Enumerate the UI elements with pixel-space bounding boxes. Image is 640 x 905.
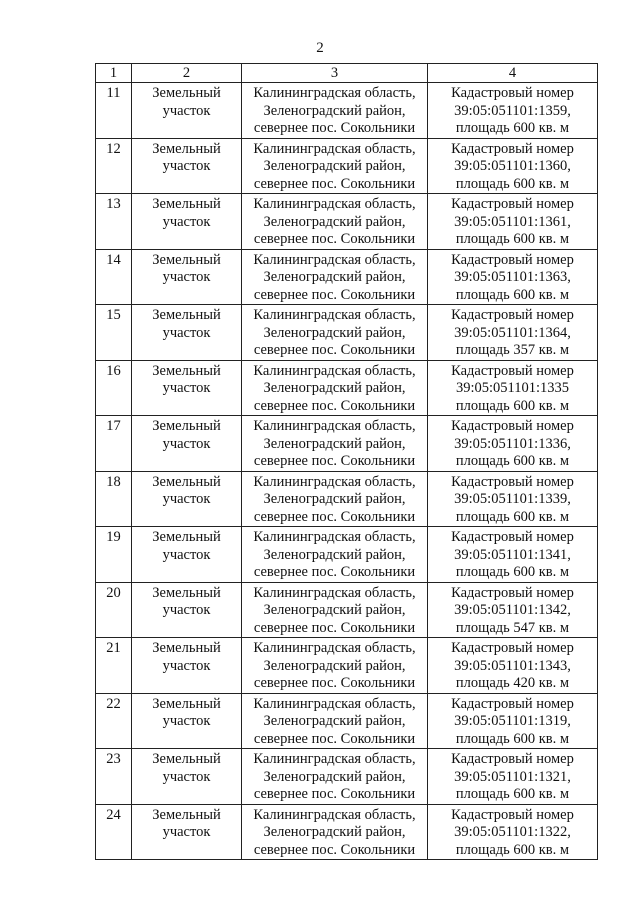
object-type-cell <box>132 360 242 416</box>
address-line: Зеленоградский район, <box>263 102 406 119</box>
address-line: Калининградская область, <box>253 140 416 157</box>
row-number-cell: 11 <box>96 83 132 139</box>
object-type-line: участок <box>162 602 211 618</box>
cadastral-details-line: 39:05:051101:1342, <box>454 602 571 618</box>
address-line: Калининградская область, <box>253 418 416 434</box>
address-cell <box>242 804 428 860</box>
address-line: севернее пос. Сокольники <box>253 175 416 192</box>
address-cell <box>242 582 428 638</box>
address-cell <box>242 138 428 194</box>
address-cell <box>242 693 428 749</box>
address-cell <box>242 471 428 527</box>
object-type-line: участок <box>162 768 211 785</box>
cadastral-details-line: Кадастровый номер <box>451 140 574 157</box>
cadastral-details-cell <box>428 138 598 194</box>
object-type-line: участок <box>162 102 211 119</box>
object-type-line: участок <box>162 657 211 674</box>
cadastral-details-line: Кадастровый номер <box>451 584 574 601</box>
table-row <box>96 693 598 749</box>
cadastral-details-line: Кадастровый номер <box>451 806 574 823</box>
cadastral-details-line: Кадастровый номер <box>451 751 574 767</box>
row-number-cell: 17 <box>96 416 132 472</box>
object-type-line: Земельный <box>152 473 221 490</box>
cadastral-details-cell <box>428 638 598 694</box>
cadastral-details-line: Кадастровый номер <box>451 251 574 268</box>
row-number-cell: 16 <box>96 360 132 416</box>
object-type-cell <box>132 804 242 860</box>
cadastral-details-line: площадь 600 кв. м <box>455 453 570 469</box>
address-line: севернее пос. Сокольники <box>253 730 416 747</box>
object-type-line: Земельный <box>152 806 221 823</box>
object-type-line: Земельный <box>152 640 221 656</box>
row-number-cell: 15 <box>96 305 132 361</box>
table-row <box>96 249 598 305</box>
address-line: Калининградская область, <box>253 362 416 379</box>
cadastral-details-cell <box>428 416 598 472</box>
column-header-2: 2 <box>132 64 242 83</box>
object-type-line: участок <box>162 435 211 452</box>
object-type-line: участок <box>162 269 211 285</box>
address-cell <box>242 360 428 416</box>
row-number-cell: 22 <box>96 693 132 749</box>
object-type-line: Земельный <box>152 751 221 767</box>
cadastral-details-line: площадь 600 кв. м <box>455 508 570 525</box>
object-type-line: Земельный <box>152 362 221 379</box>
object-type-line: Земельный <box>152 418 221 434</box>
address-line: Зеленоградский район, <box>263 435 406 452</box>
row-number-cell: 21 <box>96 638 132 694</box>
object-type-line: участок <box>162 158 211 174</box>
object-type-line: Земельный <box>152 196 221 212</box>
table-row <box>96 138 598 194</box>
row-number-cell: 18 <box>96 471 132 527</box>
object-type-line: Земельный <box>152 251 221 268</box>
table-row <box>96 471 598 527</box>
address-line: Зеленоградский район, <box>263 657 406 674</box>
cadastral-details-line: 39:05:051101:1363, <box>454 269 571 285</box>
cadastral-details-cell <box>428 749 598 805</box>
object-type-cell <box>132 471 242 527</box>
object-type-line: Земельный <box>152 529 221 545</box>
address-line: Зеленоградский район, <box>263 158 406 174</box>
cadastral-details-line: Кадастровый номер <box>451 695 574 712</box>
cadastral-details-line: Кадастровый номер <box>451 418 574 434</box>
cadastral-details-line: Кадастровый номер <box>451 307 574 323</box>
object-type-cell <box>132 416 242 472</box>
cadastral-details-line: 39:05:051101:1364, <box>454 324 571 341</box>
object-type-cell <box>132 83 242 139</box>
address-cell <box>242 749 428 805</box>
cadastral-details-cell <box>428 305 598 361</box>
object-type-line: Земельный <box>152 695 221 712</box>
cadastral-details-line: Кадастровый номер <box>451 529 574 545</box>
cadastral-details-line: площадь 600 кв. м <box>455 231 570 247</box>
address-line: Зеленоградский район, <box>263 324 406 341</box>
address-cell <box>242 305 428 361</box>
cadastral-details-cell <box>428 471 598 527</box>
property-table <box>95 63 598 860</box>
object-type-line: участок <box>162 713 211 729</box>
address-line: севернее пос. Сокольники <box>253 675 416 691</box>
cadastral-details-line: 39:05:051101:1319, <box>454 713 571 729</box>
object-type-cell <box>132 138 242 194</box>
cadastral-details-line: площадь 600 кв. м <box>455 120 570 136</box>
address-line: Калининградская область, <box>253 251 416 268</box>
column-header-4: 4 <box>428 64 598 83</box>
cadastral-details-line: площадь 547 кв. м <box>455 619 570 636</box>
object-type-cell <box>132 194 242 250</box>
cadastral-details-line: площадь 600 кв. м <box>455 841 570 858</box>
address-line: Калининградская область, <box>253 85 416 101</box>
cadastral-details-cell <box>428 249 598 305</box>
table-row <box>96 804 598 860</box>
address-line: Зеленоградский район, <box>263 713 406 729</box>
address-line: Калининградская область, <box>253 473 416 490</box>
address-line: севернее пос. Сокольники <box>253 397 416 414</box>
cadastral-details-line: 39:05:051101:1322, <box>454 824 571 840</box>
object-type-cell <box>132 749 242 805</box>
cadastral-details-line: 39:05:051101:1359, <box>454 102 571 119</box>
cadastral-details-line: 39:05:051101:1343, <box>454 657 571 674</box>
table-row <box>96 582 598 638</box>
address-line: Зеленоградский район, <box>263 768 406 785</box>
cadastral-details-line: Кадастровый номер <box>451 196 574 212</box>
cadastral-details-line: 39:05:051101:1339, <box>454 491 571 507</box>
address-line: Зеленоградский район, <box>263 491 406 507</box>
address-line: севернее пос. Сокольники <box>253 342 416 358</box>
object-type-cell <box>132 305 242 361</box>
row-number-cell: 23 <box>96 749 132 805</box>
cadastral-details-line: площадь 420 кв. м <box>455 675 570 691</box>
cadastral-details-line: площадь 600 кв. м <box>455 730 570 747</box>
cadastral-details-line: 39:05:051101:1341, <box>454 546 571 563</box>
address-line: Калининградская область, <box>253 196 416 212</box>
object-type-line: Земельный <box>152 584 221 601</box>
cadastral-details-cell <box>428 804 598 860</box>
address-line: севернее пос. Сокольники <box>253 453 416 469</box>
cadastral-details-line: площадь 600 кв. м <box>455 786 570 802</box>
cadastral-details-line: Кадастровый номер <box>451 362 574 379</box>
object-type-cell <box>132 693 242 749</box>
object-type-line: участок <box>162 324 211 341</box>
cadastral-details-line: 39:05:051101:1361, <box>454 213 571 230</box>
row-number-cell: 20 <box>96 582 132 638</box>
address-cell <box>242 194 428 250</box>
address-line: Калининградская область, <box>253 751 416 767</box>
cadastral-details-line: 39:05:051101:1336, <box>454 435 571 452</box>
cadastral-details-line: площадь 600 кв. м <box>455 397 570 414</box>
row-number-cell: 24 <box>96 804 132 860</box>
object-type-cell <box>132 527 242 583</box>
cadastral-details-cell <box>428 83 598 139</box>
object-type-line: участок <box>162 380 211 396</box>
address-line: Зеленоградский район, <box>263 546 406 563</box>
object-type-cell <box>132 638 242 694</box>
cadastral-details-line: площадь 357 кв. м <box>455 342 570 358</box>
address-line: Зеленоградский район, <box>263 380 406 396</box>
page-number: 2 <box>316 40 324 56</box>
object-type-line: Земельный <box>152 85 221 101</box>
address-line: Зеленоградский район, <box>263 213 406 230</box>
cadastral-details-line: Кадастровый номер <box>451 640 574 656</box>
cadastral-details-line: 39:05:051101:1360, <box>454 158 571 174</box>
address-line: Зеленоградский район, <box>263 602 406 618</box>
column-header-3: 3 <box>242 64 428 83</box>
table-row <box>96 83 598 139</box>
table-row <box>96 638 598 694</box>
address-line: севернее пос. Сокольники <box>253 231 416 247</box>
address-cell <box>242 638 428 694</box>
row-number-cell: 12 <box>96 138 132 194</box>
address-cell <box>242 416 428 472</box>
cadastral-details-line: Кадастровый номер <box>451 85 574 101</box>
address-line: Калининградская область, <box>253 584 416 601</box>
table-row <box>96 360 598 416</box>
address-line: Калининградская область, <box>253 307 416 323</box>
address-line: севернее пос. Сокольники <box>253 286 416 303</box>
cadastral-details-cell <box>428 527 598 583</box>
address-line: Калининградская область, <box>253 529 416 545</box>
table-body <box>96 64 598 860</box>
object-type-line: Земельный <box>152 140 221 157</box>
address-cell <box>242 249 428 305</box>
cadastral-details-line: площадь 600 кв. м <box>455 286 570 303</box>
cadastral-details-line: площадь 600 кв. м <box>455 564 570 580</box>
address-cell <box>242 83 428 139</box>
address-line: севернее пос. Сокольники <box>253 564 416 580</box>
object-type-line: участок <box>162 491 211 507</box>
column-header-1: 1 <box>96 64 132 83</box>
address-line: Калининградская область, <box>253 640 416 656</box>
address-line: Калининградская область, <box>253 695 416 712</box>
cadastral-details-cell <box>428 360 598 416</box>
table-row <box>96 527 598 583</box>
address-line: севернее пос. Сокольники <box>253 786 416 802</box>
address-line: Калининградская область, <box>253 806 416 823</box>
address-cell <box>242 527 428 583</box>
object-type-cell <box>132 249 242 305</box>
table-row <box>96 305 598 361</box>
address-line: Зеленоградский район, <box>263 269 406 285</box>
cadastral-details-line: 39:05:051101:1321, <box>454 768 571 785</box>
cadastral-details-line: площадь 600 кв. м <box>455 175 570 192</box>
address-line: Зеленоградский район, <box>263 824 406 840</box>
row-number-cell: 19 <box>96 527 132 583</box>
cadastral-details-line: Кадастровый номер <box>451 473 574 490</box>
row-number-cell: 13 <box>96 194 132 250</box>
table-row <box>96 749 598 805</box>
cadastral-details-cell <box>428 582 598 638</box>
cadastral-details-cell <box>428 693 598 749</box>
address-line: севернее пос. Сокольники <box>253 619 416 636</box>
address-line: севернее пос. Сокольники <box>253 120 416 136</box>
cadastral-details-line: 39:05:051101:1335 <box>455 380 570 396</box>
address-line: севернее пос. Сокольники <box>253 841 416 858</box>
object-type-cell <box>132 582 242 638</box>
object-type-line: участок <box>162 213 211 230</box>
cadastral-details-cell <box>428 194 598 250</box>
object-type-line: Земельный <box>152 307 221 323</box>
table-row <box>96 416 598 472</box>
address-line: севернее пос. Сокольники <box>253 508 416 525</box>
table-header-row <box>96 64 598 83</box>
object-type-line: участок <box>162 546 211 563</box>
row-number-cell: 14 <box>96 249 132 305</box>
table-row <box>96 194 598 250</box>
object-type-line: участок <box>162 824 211 840</box>
